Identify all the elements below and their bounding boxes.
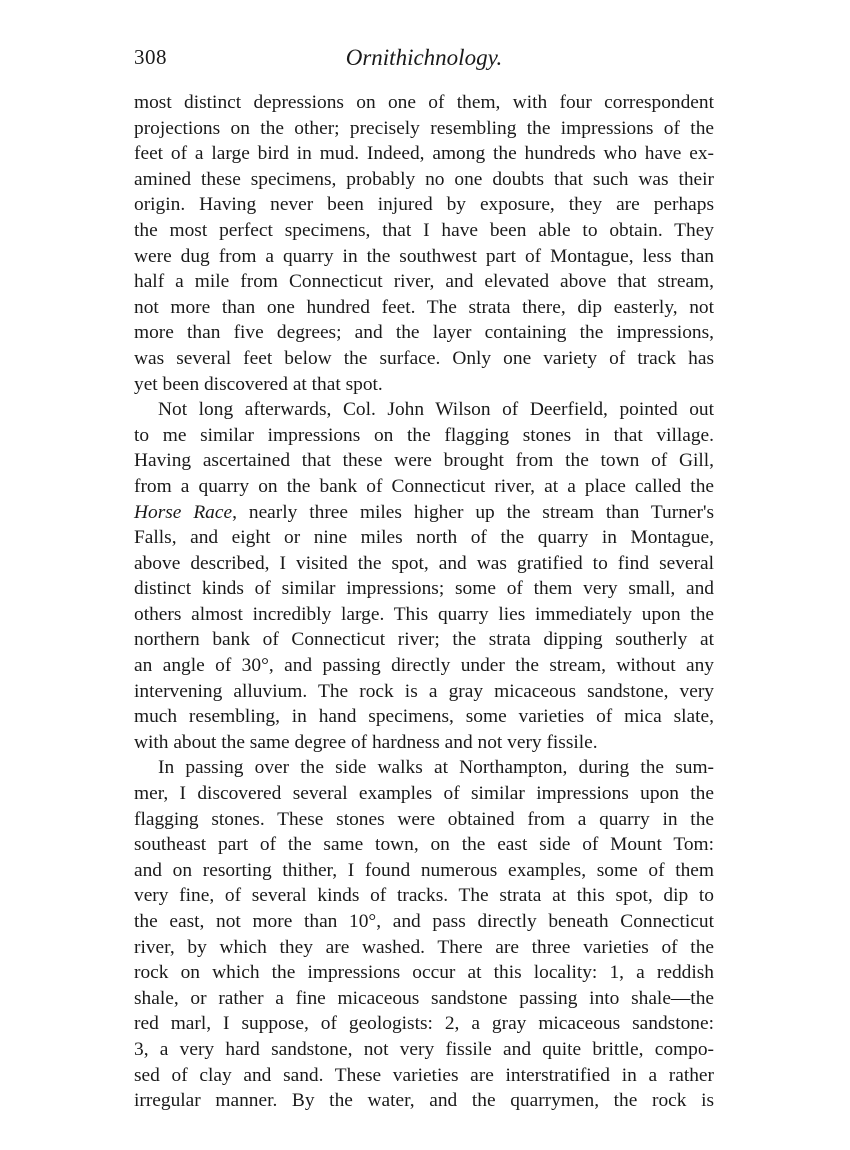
text-line: sed of clay and sand. These varieties are interstratified in a rather	[134, 1064, 714, 1086]
text-line: red marl, I suppose, of geologists: 2, a gray micaceous sandstone:	[134, 1013, 714, 1035]
text-line: intervening alluvium. The rock is a gray micaceous sandstone, very	[134, 680, 714, 702]
text-line: yet been discovered at that spot.	[134, 373, 383, 395]
text-line: In passing over the side walks at Northampton, during the sum-	[158, 757, 714, 779]
text-line: Not long afterwards, Col. John Wilson of Deerfield, pointed out	[158, 399, 714, 421]
italic-place-name: Horse Race	[134, 501, 233, 523]
text-line: very fine, of several kinds of tracks. The strata at this spot, dip to	[134, 885, 714, 907]
text-line: southeast part of the same town, on the east side of Mount Tom:	[134, 834, 714, 856]
text-line: more than five degrees; and the layer containing the impressions,	[134, 322, 714, 344]
text-line: Having ascertained that these were brought from the town of Gill,	[134, 450, 714, 472]
text-line: others almost incredibly large. This quarry lies immediately upon the	[134, 603, 714, 625]
text-line: feet of a large bird in mud. Indeed, among the hundreds who have ex-	[134, 143, 714, 165]
text-line: the east, not more than 10°, and pass directly beneath Connecticut	[134, 911, 714, 932]
text-line: half a mile from Connecticut river, and elevated above that stream,	[134, 271, 714, 293]
text-line: river, by which they are washed. There are three varieties of the	[134, 936, 714, 958]
text-line: shale, or rather a fine micaceous sandstone passing into shale—the	[134, 987, 714, 1009]
text-line: to me similar impressions on the flagging stones in that village.	[134, 424, 714, 446]
text-line: was several feet below the surface. Only one variety of track has	[134, 347, 714, 369]
text-line: origin. Having never been injured by exposure, they are perhaps	[134, 194, 714, 216]
text-line: most distinct depressions on one of them, with four correspondent	[134, 92, 714, 113]
text-line: above described, I visited the spot, and was gratified to find several	[134, 552, 714, 574]
page-number: 308	[134, 45, 167, 69]
text-line: amined these specimens, probably no one doubts that such was their	[134, 168, 714, 190]
text-line: mer, I discovered several examples of similar impressions upon the	[134, 783, 714, 805]
text-line: an angle of 30°, and passing directly under the stream, without any	[134, 655, 714, 677]
page-header	[134, 45, 714, 77]
text-line: with about the same degree of hardness and not very fissile.	[134, 731, 598, 753]
text-line: Falls, and eight or nine miles north of the quarry in Montague,	[134, 527, 714, 549]
text-line: projections on the other; precisely resembling the impressions of the	[134, 117, 714, 139]
text-line: rock on which the impressions occur at this locality: 1, a reddish	[134, 962, 714, 984]
text-line: not more than one hundred feet. The strata there, dip easterly, not	[134, 296, 714, 318]
text-line: flagging stones. These stones were obtained from a quarry in the	[134, 808, 714, 830]
text-line: much resembling, in hand specimens, some varieties of mica slate,	[134, 706, 714, 728]
text-line: distinct kinds of similar impressions; some of them very small, and	[134, 578, 714, 600]
text-line: 3, a very hard sandstone, not very fissile and quite brittle, compo-	[134, 1038, 714, 1060]
text-line-with-italic: Horse Race, nearly three miles higher up the stream than Turner's	[134, 501, 715, 523]
text-line: from a quarry on the bank of Connecticut river, at a place called the	[134, 475, 714, 497]
text-line: and on resorting thither, I found numerous examples, some of them	[134, 859, 714, 881]
text-line: northern bank of Connecticut river; the strata dipping southerly at	[134, 629, 714, 651]
running-title: Ornithichnology.	[345, 45, 503, 70]
text-line: irregular manner. By the water, and the quarrymen, the rock is	[134, 1090, 714, 1112]
text-line: the most perfect specimens, that I have been able to obtain. They	[134, 219, 714, 241]
body-text	[134, 90, 714, 1114]
text-line: were dug from a quarry in the southwest part of Montague, less than	[134, 245, 714, 267]
